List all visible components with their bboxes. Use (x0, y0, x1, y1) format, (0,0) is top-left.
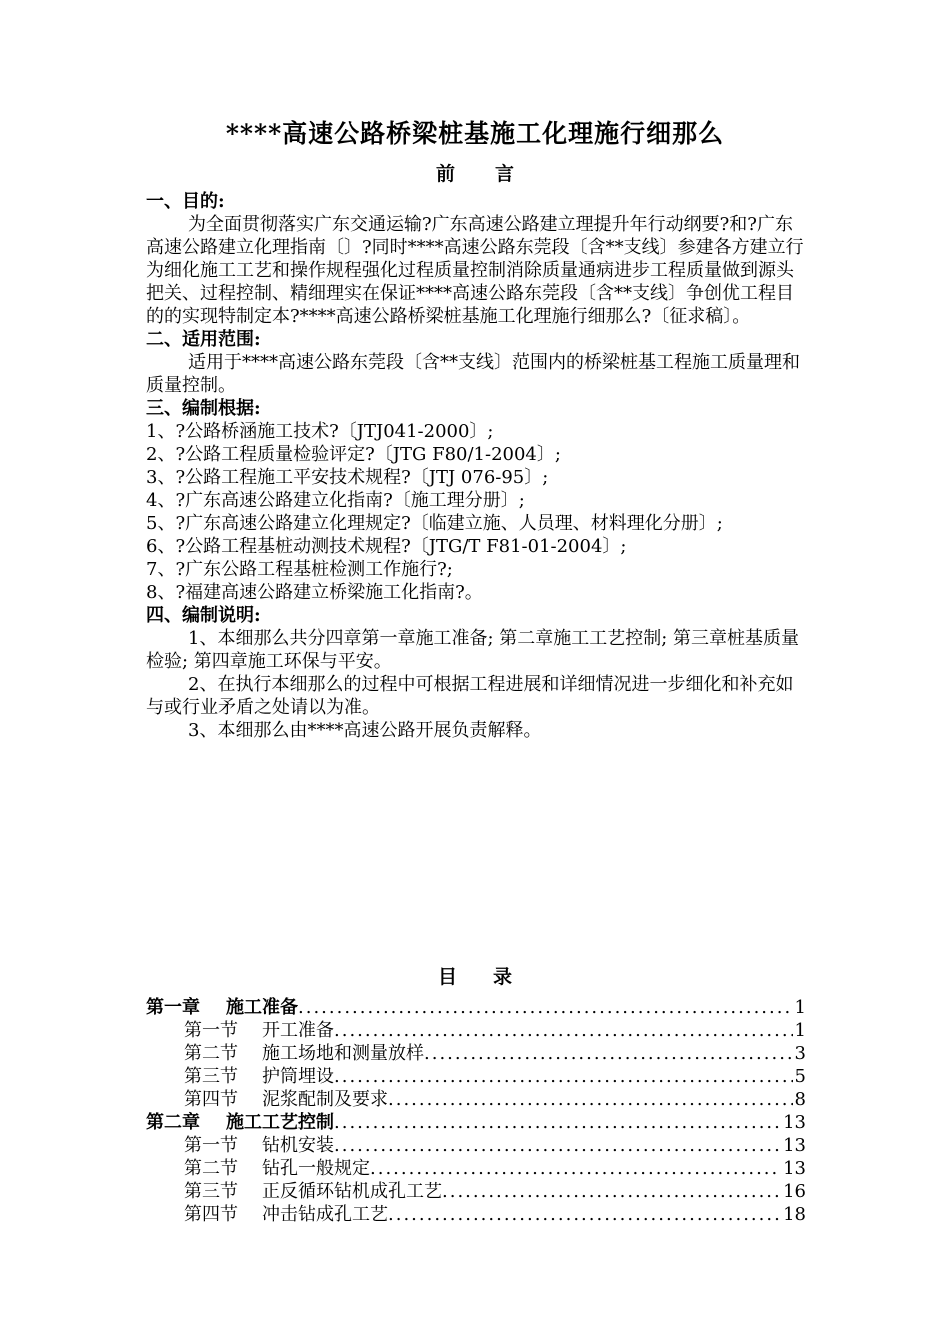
document-title: ****高速公路桥梁桩基施工化理施行细那么 (225, 119, 725, 148)
toc-entry-label (184, 1019, 334, 1042)
section-heading-scope: 二、适用范围: (146, 329, 261, 350)
toc-leader-dots (334, 1019, 793, 1042)
preface-heading: 前言 (435, 163, 554, 185)
note-item: 2、在执行本细那么的过程中可根据工程进展和详细情况进一步细化和补充如与或行业矛盾之处请以为准。 (146, 674, 794, 718)
toc-page-number: 1 (794, 1020, 806, 1041)
toc-section-entry[interactable] (146, 1088, 806, 1111)
toc-entry-number: 第二节 (184, 1043, 238, 1064)
toc-section-entry[interactable] (146, 1180, 806, 1203)
toc-section-entry[interactable] (146, 1203, 806, 1226)
toc-leader-dots (334, 1111, 781, 1134)
toc-entry-title: 钻孔一般规定 (262, 1158, 370, 1179)
toc-leader-dots (370, 1157, 781, 1180)
basis-item: 5、?广东高速公路建立化理规定?〔临建立施、人员理、材料理化分册〕; (146, 513, 723, 534)
toc-chapter-entry[interactable] (146, 1111, 806, 1134)
toc-leader-dots (388, 1088, 793, 1111)
toc-page-number: 3 (794, 1043, 806, 1064)
basis-item: 2、?公路工程质量检验评定?〔JTG F80/1-2004〕; (146, 444, 561, 465)
section-heading-notes: 四、编制说明: (146, 605, 261, 626)
toc-entry-label (184, 1157, 370, 1180)
section-heading-purpose: 一、目的: (146, 191, 225, 212)
section-text-purpose: 为全面贯彻落实广东交通运输?广东高速公路建立理提升年行动纲要?和?广东高速公路建立化理指南〔〕?同时****高速公路东莞段〔含**支线〕参建各方建立行为细化施工工艺和操作规程强化过程质量控制消除质量通病进步工程质量做到源头把关、过程控制、精细理实在保证****高速公路东莞段〔含**支线〕争创优工程目的的实现特制定本?****高速公路桥梁桩基施工化理施行细那么?〔征求稿〕。 (146, 214, 804, 327)
toc-entry-number: 第三节 (184, 1181, 238, 1202)
basis-item: 1、?公路桥涵施工技术?〔JTJ041-2000〕; (146, 421, 494, 442)
notes-list (146, 627, 808, 742)
toc-entry-title: 钻机安装 (262, 1135, 334, 1156)
toc-section-entry[interactable] (146, 1042, 806, 1065)
toc-section-entry[interactable] (146, 1157, 806, 1180)
toc-entry-label (184, 1042, 424, 1065)
toc-entry-number: 第一章 (146, 997, 200, 1018)
toc-heading: 目录 (437, 966, 548, 988)
toc-entry-number: 第二章 (146, 1112, 200, 1133)
toc-entry-title: 泥浆配制及要求 (262, 1089, 388, 1110)
preface-body (146, 190, 808, 742)
toc-leader-dots (388, 1203, 781, 1226)
toc-entry-number: 第四节 (184, 1204, 238, 1225)
basis-item: 6、?公路工程基桩动测技术规程?〔JTG/T F81-01-2004〕; (146, 536, 627, 557)
toc-entry-number: 第二节 (184, 1158, 238, 1179)
toc-page-number: 8 (794, 1089, 806, 1110)
table-of-contents (146, 996, 806, 1226)
toc-page-number: 5 (794, 1066, 806, 1087)
toc-entry-title: 开工准备 (262, 1020, 334, 1041)
basis-item: 4、?广东高速公路建立化指南?〔施工理分册〕; (146, 490, 525, 511)
basis-list (146, 420, 808, 604)
toc-page-number: 16 (783, 1181, 806, 1202)
toc-section-entry[interactable] (146, 1065, 806, 1088)
toc-section-entry[interactable] (146, 1134, 806, 1157)
toc-entry-title: 正反循环钻机成孔工艺 (262, 1181, 442, 1202)
toc-page-number: 13 (783, 1112, 806, 1133)
note-item: 3、本细那么由****高速公路开展负责解释。 (188, 720, 542, 741)
toc-leader-dots (298, 996, 793, 1019)
toc-entry-label (184, 1065, 334, 1088)
toc-entry-title: 施工准备 (226, 997, 298, 1018)
basis-item: 7、?广东公路工程基桩检测工作施行?; (146, 559, 453, 580)
toc-entry-label (146, 996, 298, 1019)
toc-page-number: 1 (794, 997, 806, 1018)
toc-entry-label (184, 1088, 388, 1111)
section-text-scope: 适用于****高速公路东莞段〔含**支线〕范围内的桥梁桩基工程施工质量理和质量控制。 (146, 352, 800, 396)
basis-item: 3、?公路工程施工平安技术规程?〔JTJ 076-95〕; (146, 467, 549, 488)
toc-entry-label (184, 1134, 334, 1157)
toc-leader-dots (442, 1180, 781, 1203)
toc-page-number: 13 (783, 1158, 806, 1179)
toc-page-number: 13 (783, 1135, 806, 1156)
toc-entry-number: 第三节 (184, 1066, 238, 1087)
toc-chapter-entry[interactable] (146, 996, 806, 1019)
toc-leader-dots (334, 1134, 781, 1157)
basis-item: 8、?福建高速公路建立桥梁施工化指南?。 (146, 582, 483, 603)
toc-entry-title: 施工场地和测量放样 (262, 1043, 424, 1064)
toc-entry-label (184, 1203, 388, 1226)
toc-leader-dots (424, 1042, 793, 1065)
toc-entry-number: 第一节 (184, 1135, 238, 1156)
toc-leader-dots (334, 1065, 793, 1088)
toc-entry-label (184, 1180, 442, 1203)
toc-section-entry[interactable] (146, 1019, 806, 1042)
toc-entry-number: 第一节 (184, 1020, 238, 1041)
toc-entry-title: 冲击钻成孔工艺 (262, 1204, 388, 1225)
toc-entry-label (146, 1111, 334, 1134)
toc-entry-title: 护筒埋设 (262, 1066, 334, 1087)
toc-entry-number: 第四节 (184, 1089, 238, 1110)
section-heading-basis: 三、编制根据: (146, 398, 261, 419)
toc-entry-title: 施工工艺控制 (226, 1112, 334, 1133)
toc-page-number: 18 (783, 1204, 806, 1225)
note-item: 1、本细那么共分四章第一章施工准备; 第二章施工工艺控制; 第三章桩基质量检验; 第四章施工环保与平安。 (146, 628, 800, 672)
